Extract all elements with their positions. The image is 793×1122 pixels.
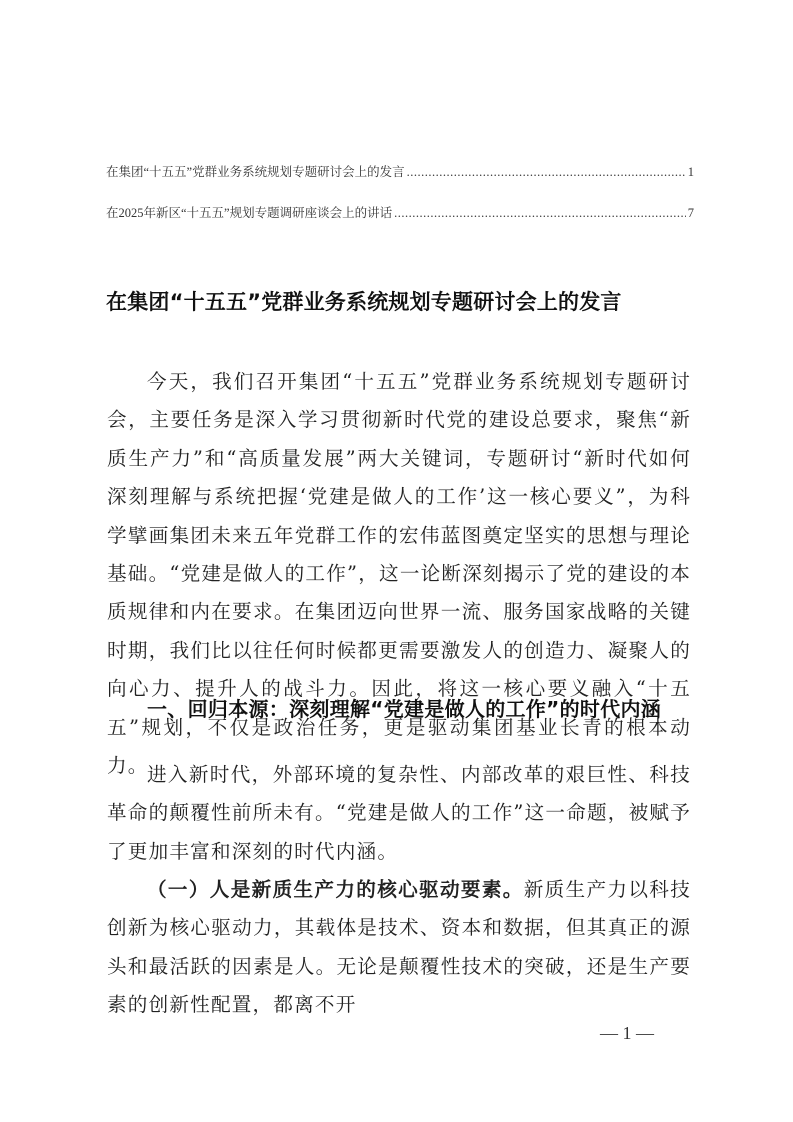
section-paragraph: 进入新时代，外部环境的复杂性、内部改革的艰巨性、科技革命的颠覆性前所未有。“党建是做人的工作”这一命题，被赋予了更加丰富和深刻的时代内涵。 [107,763,691,863]
toc-entry[interactable] [106,203,694,221]
section-heading: 一、回归本源：深刻理解“党建是做人的工作”的时代内涵 [147,697,662,721]
subsection-paragraph [107,871,691,1025]
toc-entry[interactable] [106,162,694,180]
intro-paragraph: 今天，我们召开集团“十五五”党群业务系统规划专题研讨会，主要任务是深入学习贯彻新时代党的建设总要求，聚焦“新质生产力”和“高质量发展”两大关键词，专题研讨“新时代如何深刻理解与系统把握‘党建是做人的工作’这一核心要义”，为科学擘画集团未来五年党群工作的宏伟蓝图奠定坚实的思想与理论基础。“党建是做人的工作”，这一论断深刻揭示了党的建设的本质规律和内在要求。在集团迈向世界一流、服务国家战略的关键时期，我们比以往任何时候都更需要激发人的创造力、凝聚人的向心力、提升人的战斗力。因此，将这一核心要义融入“十五五”规划，不仅是政治任务，更是驱动集团基业长青的根本动力。 [107,370,691,778]
page-number: — 1 — [600,1023,654,1043]
toc-entry-page: 1 [687,165,694,179]
toc-leader-dots [407,165,686,180]
document-title: 在集团“十五五”党群业务系统规划专题研讨会上的发言 [106,290,622,314]
toc-leader-dots [394,206,686,221]
toc-entry-title: 在2025年新区“十五五”规划专题调研座谈会上的讲话 [106,206,393,220]
subsection-text: 新质生产力以科技创新为核心驱动力，其载体是技术、资本和数据，但其真正的源头和最活跃的因素是人。无论是颠覆性技术的突破，还是生产要素的创新性配置，都离不开 [107,878,691,1017]
subsection-lead: （一）人是新质生产力的核心驱动要素。 [147,878,524,901]
toc-entry-title: 在集团“十五五”党群业务系统规划专题研讨会上的发言 [106,165,405,179]
toc-entry-page: 7 [687,206,694,220]
